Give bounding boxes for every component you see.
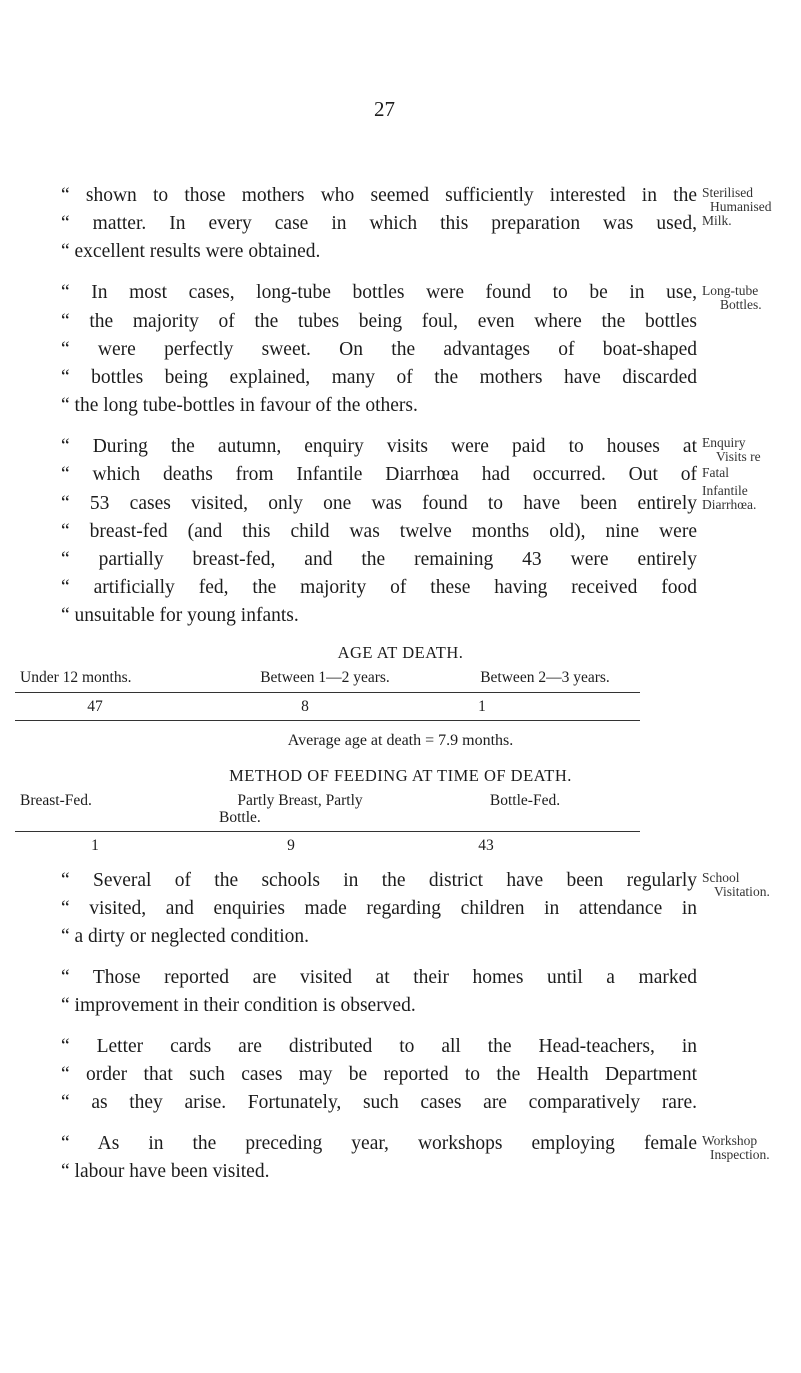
table-column-header	[210, 792, 390, 826]
table-heading: METHOD OF FEEDING AT TIME OF DEATH.	[229, 766, 572, 785]
text-line: “ bottles being explained, many of the mothers have discarded	[61, 367, 697, 388]
margin-note-line: Milk.	[702, 213, 732, 228]
text-line: “ visited, and enquiries made regarding children in attendance in	[61, 898, 697, 919]
margin-note-line: Workshop	[702, 1133, 758, 1148]
table-column-header: Between 2—3 years.	[480, 669, 610, 686]
table-cell: 1	[91, 837, 99, 854]
column-header-line: Partly Breast, Partly	[237, 792, 363, 809]
table-rule	[15, 831, 640, 832]
text-line: “ In most cases, long-tube bottles were found to be in use,	[61, 282, 697, 303]
table-cell: 1	[478, 698, 486, 715]
table-rule	[15, 720, 640, 721]
page-number: 27	[374, 97, 395, 121]
text-line: “ As in the preceding year, workshops employing female	[61, 1133, 697, 1154]
margin-note-line: Visits re	[716, 449, 761, 464]
table-column-header: Between 1—2 years.	[260, 669, 390, 686]
table-rule	[15, 692, 640, 693]
margin-note-line: Visitation.	[714, 884, 770, 899]
margin-note-line: School	[702, 870, 740, 885]
text-line: “ which deaths from Infantile Diarrhœa had occurred. Out of	[61, 464, 697, 485]
text-line: “ partially breast-fed, and the remaining 43 were entirely	[61, 549, 697, 570]
text-line: “ excellent results were obtained.	[61, 241, 321, 262]
text-line: “ unsuitable for young infants.	[61, 605, 299, 626]
text-line: “ shown to those mothers who seemed sufficiently interested in the	[61, 185, 697, 206]
text-line: “ labour have been visited.	[61, 1161, 270, 1182]
text-line: “ a dirty or neglected condition.	[61, 926, 309, 947]
margin-note-workshop	[702, 1134, 770, 1162]
margin-note-enquiry	[702, 436, 761, 512]
text-line: “ Those reported are visited at their homes until a marked	[61, 967, 697, 988]
text-line: “ Letter cards are distributed to all the Head-teachers, in	[61, 1036, 697, 1057]
text-line: “ breast-fed (and this child was twelve months old), nine were	[61, 521, 697, 542]
text-line: “ the long tube-bottles in favour of the others.	[61, 395, 418, 416]
table-cell: 47	[87, 698, 103, 715]
table-heading: AGE AT DEATH.	[337, 643, 464, 662]
text-line: “ improvement in their condition is observed.	[61, 995, 416, 1016]
text-line: “ as they arise. Fortunately, such cases are comparatively rare.	[61, 1092, 697, 1113]
text-line: “ order that such cases may be reported to the Health Department	[61, 1064, 697, 1085]
text-line: “ were perfectly sweet. On the advantages of boat-shaped	[61, 339, 697, 360]
text-line: “ 53 cases visited, only one was found to have been entirely	[61, 493, 697, 514]
margin-note-line: Long-tube	[702, 283, 759, 298]
margin-note-line: Inspection.	[710, 1147, 770, 1162]
margin-note-sterilised	[702, 186, 772, 228]
table-column-header: Bottle-Fed.	[489, 792, 561, 809]
text-line: “ matter. In every case in which this preparation was used,	[61, 213, 697, 234]
table-cell: 43	[478, 837, 494, 854]
table-cell: 8	[301, 698, 309, 715]
column-header-line: Bottle.	[219, 809, 261, 826]
margin-note-long-tube	[702, 284, 762, 312]
margin-note-line: Diarrhœa.	[702, 497, 757, 512]
table-column-header: Breast-Fed.	[20, 792, 92, 809]
margin-note-school	[702, 871, 770, 899]
text-line: “ artificially fed, the majority of these having received food	[61, 577, 697, 598]
text-line: “ Several of the schools in the district have been regularly	[61, 870, 697, 891]
margin-note-line: Sterilised	[702, 185, 753, 200]
table-column-header: Under 12 months.	[20, 669, 132, 686]
margin-note-line: Bottles.	[720, 297, 762, 312]
margin-note-line: Enquiry	[702, 435, 746, 450]
average-age-note: Average age at death = 7.9 months.	[287, 732, 514, 749]
table-cell: 9	[287, 837, 295, 854]
margin-note-line: Fatal	[702, 465, 729, 480]
text-line: “ the majority of the tubes being foul, even where the bottles	[61, 311, 697, 332]
text-line: “ During the autumn, enquiry visits were paid to houses at	[61, 436, 697, 457]
margin-note-line: Infantile	[702, 483, 748, 498]
margin-note-line: Humanised	[710, 199, 772, 214]
